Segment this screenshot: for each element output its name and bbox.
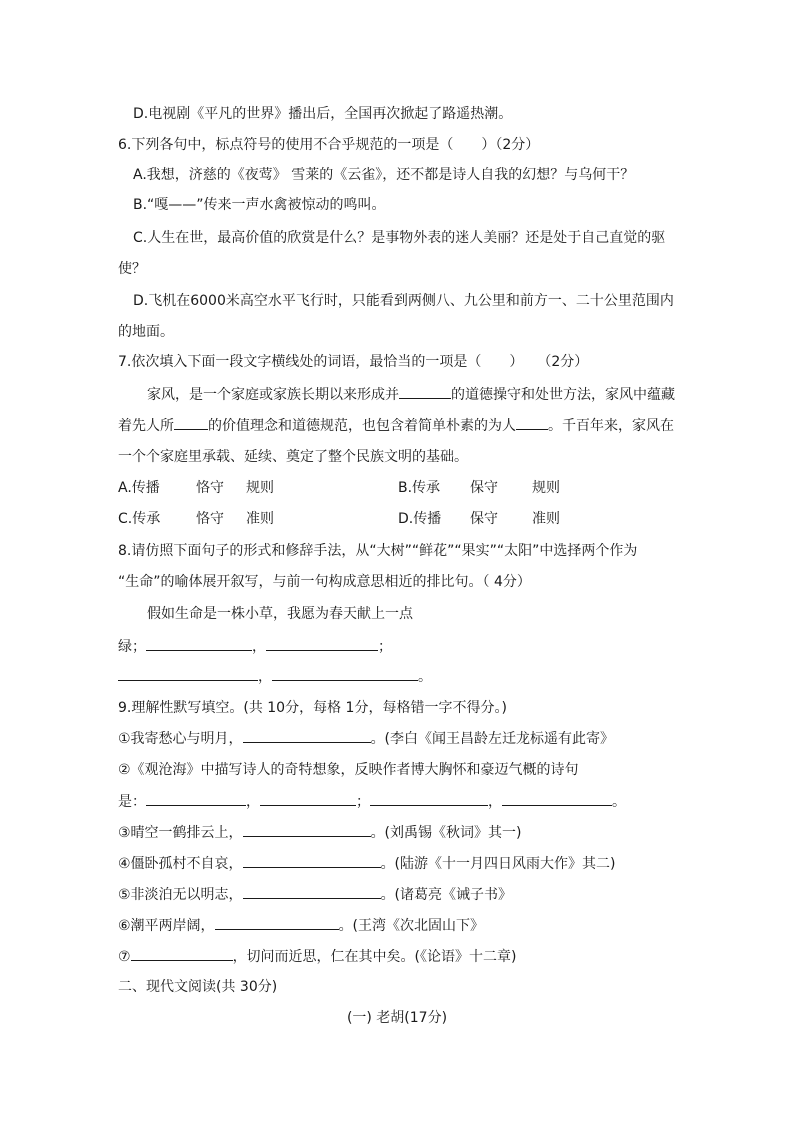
q9-text: ⑥潮平两岸阔， [118,918,215,934]
q9-item-5 [118,884,512,905]
q7-blank-2[interactable] [174,415,208,430]
q7-blank-3[interactable] [516,415,548,430]
q6-option-c-line2: 使？ [118,261,146,277]
q9-item-1 [118,728,614,749]
q7-option-word: 恪守 [196,511,224,527]
q8-blank-1[interactable] [146,636,252,651]
q7-text: 的道德操守和处世方法，家风中蕴藏 [451,387,675,403]
q6-option-b: B.“嘎——”传来一声水禽被惊动的鸣叫。 [133,197,386,213]
q7-option-word: 准则 [532,511,560,527]
q9-sep: ； [356,794,370,810]
q9-blank[interactable] [502,791,612,806]
q9-blank[interactable] [243,728,371,743]
q7-option-c [118,509,274,529]
q8-blank-3[interactable] [118,666,258,681]
q6-option-d-line1: D.飞机在6000米高空水平飞行时，只能看到两侧八、九公里和前方一、二十公里范围内 [133,293,674,309]
q5-option-d: D.电视剧《平凡的世界》播出后，全国再次掀起了路遥热潮。 [133,106,513,122]
q6-option-d-line2: 的地面。 [118,324,174,340]
q9-item-6 [118,915,484,936]
q9-blank[interactable] [215,915,339,930]
q9-item-2-line2 [118,791,626,812]
q7-option-b [398,478,560,498]
q7-option-a [118,478,274,498]
q8-sep: ， [258,669,272,685]
q7-option-word: A.传播 [118,480,160,496]
q7-text: 。千百年来，家风在 [548,418,674,434]
q7-option-word: B.传承 [398,480,441,496]
q9-sep: 。 [612,794,626,810]
q8-end: 。 [418,669,432,685]
q9-blank[interactable] [243,884,381,899]
q9-item-3 [118,822,522,843]
q7-stem: 7.依次填入下面一段文字横线处的词语，最恰当的一项是（ ） （2分） [118,354,589,370]
q9-sep: ， [246,794,260,810]
q8-sep: ； [378,639,392,655]
q6-option-c-line1: C.人生在世，最高价值的欣赏是什么？是事物外表的迷人美丽？还是处于自己直觉的驱 [133,230,666,246]
q7-text: 的价值理念和道德规范，也包含着简单朴素的为人 [208,418,516,434]
q7-option-d [398,509,560,529]
q9-sep: ， [488,794,502,810]
q9-blank[interactable] [146,791,246,806]
q7-option-word: 准则 [246,511,274,527]
q9-text: ，切问而近思，仁在其中矣。(《论语》十二章) [232,949,517,965]
q9-text: ①我寄愁心与明月， [118,731,243,747]
q9-text: ③晴空一鹤排云上， [118,825,243,841]
q9-item-4 [118,853,616,874]
q8-lead: 绿； [118,639,146,655]
q8-stem-line2: “生命”的喻体展开叙写，与前一句构成意思相近的排比句。（ 4分） [118,574,531,590]
q7-option-word: 保守 [470,480,498,496]
q8-example: 假如生命是一株小草，我愿为春天献上一点 [147,606,413,622]
q7-passage-line1 [147,384,675,405]
q7-passage-line2 [118,415,674,436]
q6-stem: 6.下列各句中，标点符号的使用不合乎规范的一项是（ ）（2分） [118,137,540,153]
q8-sep: ， [252,639,266,655]
q9-item-7 [118,946,517,967]
q9-blank[interactable] [243,822,371,837]
q8-stem-line1: 8.请仿照下面句子的形式和修辞手法，从“大树”“鲜花”“果实”“太阳”中选择两个作为 [118,543,638,559]
q7-blank-1[interactable] [399,384,451,399]
q7-option-word: C.传承 [118,511,161,527]
q9-text: 。(李白《闻王昌龄左迁龙标遥有此寄》 [370,731,615,747]
q9-text: ⑦ [118,949,131,965]
section-heading: 二、现代文阅读(共 30分) [118,979,278,995]
q9-text: ⑤非淡泊无以明志， [118,887,243,903]
q9-blank[interactable] [243,853,381,868]
q9-stem: 9.理解性默写填空。(共 10分，每格 1分，每格错一字不得分。) [118,700,507,716]
q7-text: 家风，是一个家庭或家族长期以来形成并 [147,387,399,403]
q9-blank[interactable] [370,791,488,806]
q9-text: 。(刘禹锡《秋词》其一) [370,825,522,841]
q9-text: 。(王湾《次北固山下》 [338,918,485,934]
q7-passage-line3: 一个个家庭里承载、延续、奠定了整个民族文明的基础。 [118,449,468,465]
q8-blank-4[interactable] [272,666,418,681]
q6-option-a: A.我想，济慈的《夜莺》 雪莱的《云雀》，还不都是诗人自我的幻想？与乌何干？ [133,167,635,183]
q8-answer-line2 [118,666,432,687]
q9-blank[interactable] [131,946,233,961]
q8-blank-2[interactable] [266,636,378,651]
q7-option-word: 保守 [470,511,498,527]
q9-blank[interactable] [260,791,356,806]
q9-item-2-line1: ②《观沧海》中描写诗人的奇特想象，反映作者博大胸怀和豪迈气概的诗句 [118,762,579,778]
q9-text: 。(诸葛亮《诫子书》 [380,887,513,903]
q7-option-word: D.传播 [398,511,442,527]
q9-text: ④僵卧孤村不自哀， [118,856,243,872]
q7-text: 着先人所 [118,418,174,434]
q9-text: 。(陆游《十一月四日风雨大作》其二) [380,856,616,872]
section-subheading: (一) 老胡(17分) [346,1010,448,1026]
q9-text: 是： [118,794,146,810]
q7-option-word: 规则 [246,480,274,496]
q7-option-word: 恪守 [196,480,224,496]
q7-option-word: 规则 [532,480,560,496]
q8-answer-line1 [118,636,392,657]
